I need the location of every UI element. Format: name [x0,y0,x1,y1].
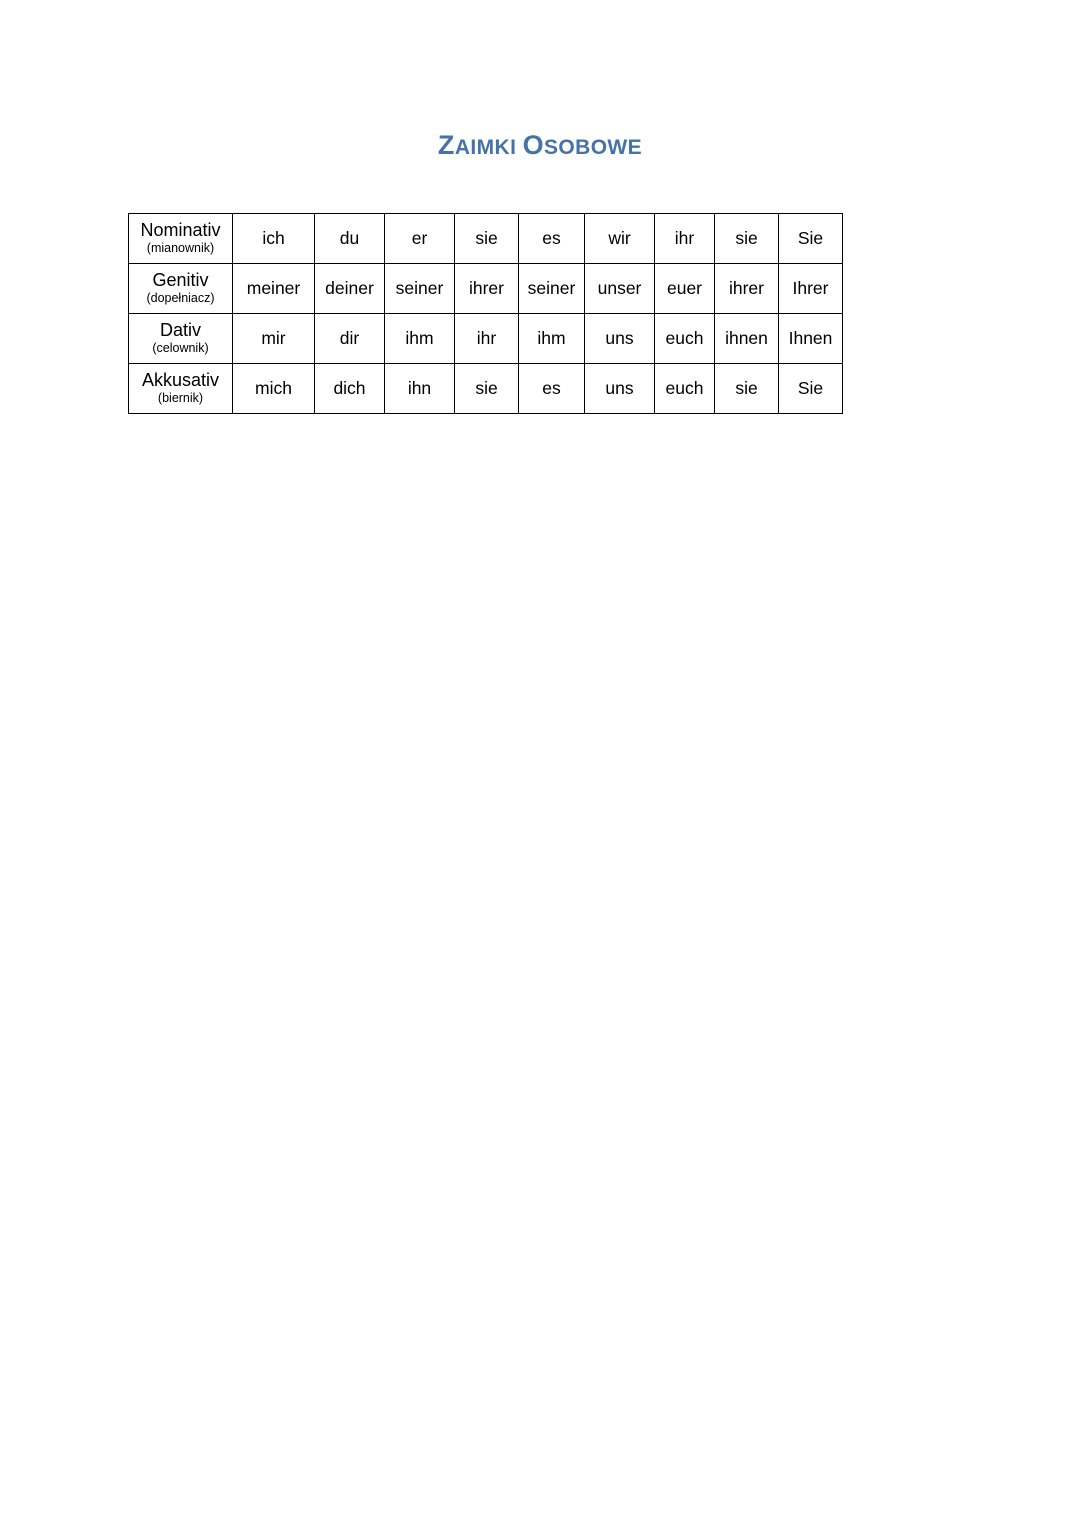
cell-dativ-4: ihr [455,313,519,363]
cell-genitiv-9: Ihrer [779,263,843,313]
cell-dativ-8: ihnen [715,313,779,363]
case-name-polish: (biernik) [157,391,204,406]
case-label-akkusativ [129,363,233,413]
cell-nominativ-1: ich [233,214,315,264]
case-name-polish: (dopełniacz) [146,291,215,306]
cell-nominativ-7: ihr [655,214,715,264]
cell-akkusativ-8: sie [715,363,779,413]
cell-nominativ-8: sie [715,214,779,264]
cell-dativ-6: uns [585,313,655,363]
case-name: Akkusativ [141,369,220,390]
case-name: Dativ [159,319,201,340]
table-row [129,313,843,363]
cell-genitiv-2: deiner [315,263,385,313]
cell-genitiv-7: euer [655,263,715,313]
pronoun-declension-table [128,213,843,414]
cell-genitiv-8: ihrer [715,263,779,313]
cell-dativ-7: euch [655,313,715,363]
cell-dativ-5: ihm [519,313,585,363]
case-name: Genitiv [152,269,209,290]
case-label-nominativ [129,214,233,264]
cell-nominativ-4: sie [455,214,519,264]
cell-akkusativ-5: es [519,363,585,413]
table-row [129,363,843,413]
pronoun-table-container [0,213,1080,414]
case-name: Nominativ [140,220,221,240]
cell-genitiv-3: seiner [385,263,455,313]
table-row [129,263,843,313]
cell-genitiv-6: unser [585,263,655,313]
cell-dativ-2: dir [315,313,385,363]
cell-nominativ-3: er [385,214,455,264]
case-name-polish: (mianownik) [146,241,215,256]
page-title-initial: Z [437,130,455,160]
case-label-dativ [129,313,233,363]
page-title [0,0,1080,161]
cell-akkusativ-3: ihn [385,363,455,413]
page-title-word-2: SOBOWE [543,136,643,159]
cell-genitiv-1: meiner [233,263,315,313]
cell-akkusativ-1: mich [233,363,315,413]
case-name-polish: (celownik) [152,341,209,356]
cell-akkusativ-9: Sie [779,363,843,413]
case-label-genitiv [129,263,233,313]
cell-akkusativ-4: sie [455,363,519,413]
cell-genitiv-5: seiner [519,263,585,313]
cell-nominativ-2: du [315,214,385,264]
cell-dativ-9: Ihnen [779,313,843,363]
cell-genitiv-4: ihrer [455,263,519,313]
table-row [129,214,843,264]
cell-nominativ-5: es [519,214,585,264]
page-title-word-1: AIMKI [454,136,517,159]
cell-dativ-1: mir [233,313,315,363]
cell-akkusativ-2: dich [315,363,385,413]
cell-nominativ-6: wir [585,214,655,264]
cell-dativ-3: ihm [385,313,455,363]
cell-nominativ-9: Sie [779,214,843,264]
cell-akkusativ-6: uns [585,363,655,413]
cell-akkusativ-7: euch [655,363,715,413]
page-title-initial-2: O [522,130,544,160]
